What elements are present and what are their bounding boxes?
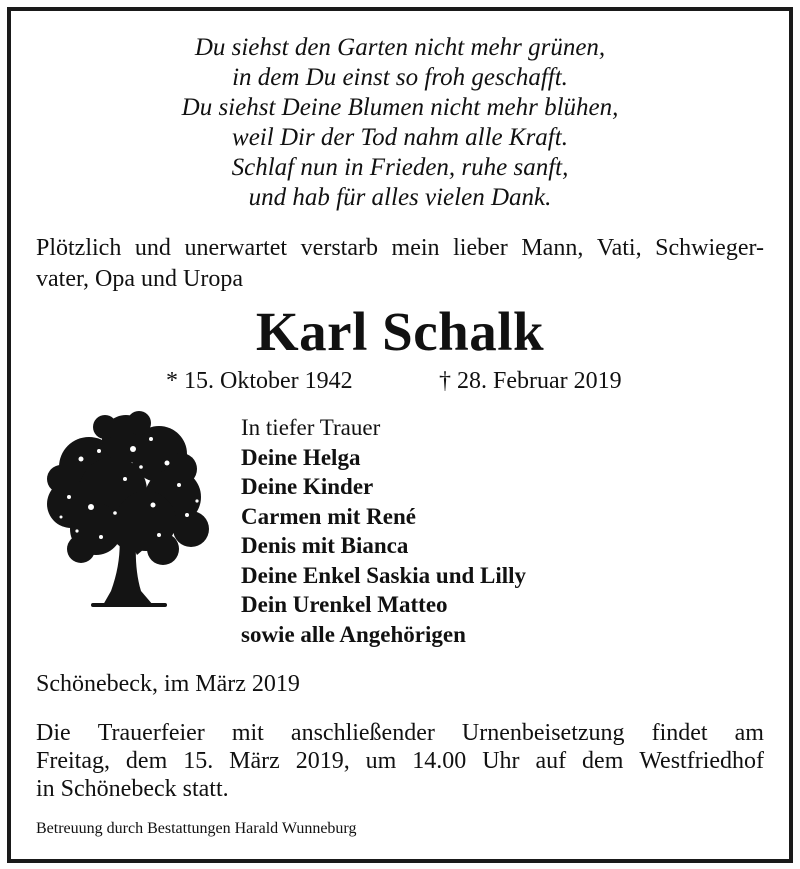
obituary-frame [7, 7, 793, 863]
mourner-name: Dein Urenkel Matteo [241, 592, 448, 617]
word: Plötzlich [36, 235, 122, 261]
word: Die [36, 720, 71, 746]
word: verstarb [300, 235, 378, 261]
word: unerwartet [184, 235, 288, 261]
mourner-name: Deine Enkel Saskia und Lilly [241, 562, 527, 588]
mourner-name: Carmen mit René [241, 503, 417, 529]
mourner-name: Deine Helga [241, 444, 361, 470]
tree-icon [41, 409, 211, 609]
poem-line: Schlaf nun in Frieden, ruhe sanft, [231, 154, 569, 181]
ceremony-notice [36, 719, 764, 803]
deceased-name: Karl Schalk [255, 301, 545, 362]
death-announcement [36, 233, 764, 295]
birth-date: * 15. Oktober 1942 [166, 368, 353, 394]
word: anschließender [290, 720, 435, 746]
word: 14.00 [412, 748, 467, 774]
word: Freitag, [36, 748, 110, 774]
word: 2019, [295, 748, 350, 774]
announcement-line-1 [36, 233, 764, 264]
place-and-date: Schönebeck, im März 2019 [36, 671, 300, 697]
word: März [229, 748, 280, 774]
poem [11, 33, 789, 213]
poem-line: in dem Du einst so froh geschafft. [232, 64, 568, 91]
ceremony-line-2 [36, 747, 764, 775]
mourners-list [241, 413, 526, 649]
poem-line: Du siehst den Garten nicht mehr grünen, [194, 34, 606, 61]
ceremony-line-3: in Schönebeck statt. [36, 776, 229, 802]
word: mit [231, 720, 264, 746]
word: dem [582, 748, 624, 774]
mourner-name: Denis mit Bianca [241, 533, 409, 558]
poem-line: weil Dir der Tod nahm alle Kraft. [232, 124, 568, 151]
word: am [734, 720, 764, 746]
word: Uhr [482, 748, 520, 774]
word: und [134, 235, 171, 261]
word: Mann, [521, 235, 584, 261]
word: 15. [183, 748, 214, 774]
funeral-home-credit: Betreuung durch Bestattungen Harald Wunneburg [36, 820, 357, 837]
ceremony-line-1 [36, 719, 764, 747]
poem-line: und hab für alles vielen Dank. [248, 184, 552, 211]
word: Urnenbeisetzung [461, 720, 625, 746]
word: Westfriedhof [639, 748, 764, 774]
word: um [365, 748, 397, 774]
word: lieber [453, 235, 508, 261]
word: mein [391, 235, 440, 261]
announcement-line-2: vater, Opa und Uropa [36, 266, 243, 292]
mourners-heading: In tiefer Trauer [241, 415, 381, 440]
mourner-name: sowie alle Angehörigen [241, 621, 466, 647]
word: dem [125, 748, 168, 774]
mourner-name: Deine Kinder [241, 474, 374, 499]
word: Vati, [596, 235, 642, 261]
poem-line: Du siehst Deine Blumen nicht mehr blühen, [181, 94, 619, 121]
word: Schwieger- [655, 235, 764, 261]
word: auf [535, 748, 567, 774]
word: findet [651, 720, 708, 746]
word: Trauerfeier [97, 720, 205, 746]
death-date: † 28. Februar 2019 [439, 368, 622, 394]
